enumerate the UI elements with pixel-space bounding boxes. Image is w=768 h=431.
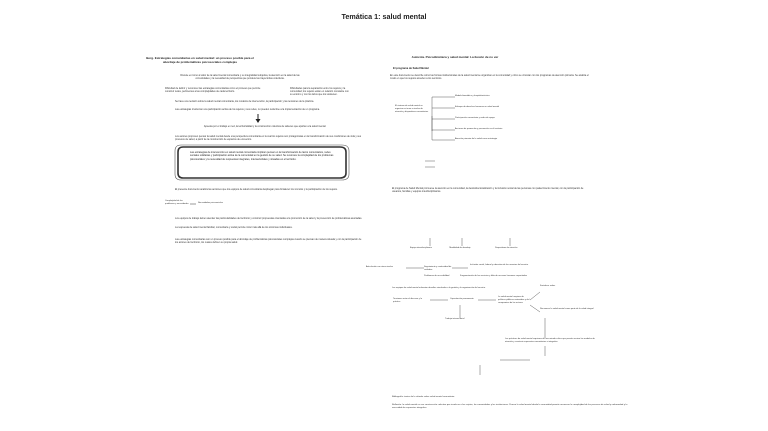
row1-mid: Seguimiento y continuidad de cuidados xyxy=(424,266,452,271)
branch-a: Modalidad de abordaje xyxy=(449,247,471,249)
left-paragraph-11: La respuesta de salud mental familiar, comunitaria y social permite mirar más allá de los síntomas individuales. xyxy=(175,226,293,229)
lower-text-5: Reconocer la salud mental como parte de la salud integral xyxy=(540,308,594,310)
concept-node-3: Participación comunitaria y redes de apoyo xyxy=(455,117,495,119)
footer-reflection: Reflexión: la salud mental es una construcción colectiva que involucra a los sujetos, las comunidades y las instituciones. Pensar la salud mental desde la comunidad permite reconocer la complejidad de los procesos de salud y enfermedad y la necesidad de respuestas integrales. xyxy=(392,404,628,409)
framed-summary: Las estrategias de intervención en salud mental comunitaria implican pensar en la transformación de lazos comunitarios, redes sociales solidarias y participación activa de la comunidad en la gestión de su salud. Se reconoce la complejidad de los problemas psicosociales y la necesidad de respuestas integrales, intersectoriales y situadas en el territorio. xyxy=(190,151,334,161)
left-heading: Berg. Estrategias comunitarias en salud mental: un proceso posible para el abordaje de problemáticas psicosociales complejas xyxy=(146,56,254,64)
left-paragraph-8: El presente documento analiza las acciones que los equipos de salud comunitaria despliegan para fortalecer los vínculos y la participación de los sujetos. xyxy=(175,188,338,191)
lower-text-4: La salud mental requiere de políticas públicas sostenidas y del compromiso de los actores xyxy=(498,296,530,304)
row1-left: Articulación con otros niveles xyxy=(366,266,393,268)
left-paragraph-5: Las estrategias involucran una participación activa de los sujetos y sus redes, no pueden reducirse a la implementación de un programa. xyxy=(175,108,320,111)
concept-node-4: Acciones de promoción y prevención en el territorio xyxy=(455,128,503,130)
left-paragraph-4: Se hace una revisión sobre la salud mental comunitaria, los modelos de intervención, la participación y las tensiones de la práctica. xyxy=(175,100,314,103)
left-paragraph-9: Los equipos de trabajo deben atender las particularidades del territorio y construir propuestas orientadas a la promoción de la salud y la prevención de problemáticas asociadas. xyxy=(175,217,363,220)
concept-left-node: El sistema de salud mental se organiza en torno a niveles de atención y dispositivos comunitarios xyxy=(395,105,429,113)
right-subheading: El programa de Salud Mental xyxy=(393,67,429,70)
concept-node-2: Enfoque de derechos humanos en salud mental xyxy=(455,106,500,108)
branch-b: Equipo interdisciplinario xyxy=(410,247,432,249)
concept-node-1: Modelo biomédico y hospitalocéntrico xyxy=(455,95,490,97)
lower-text-3: Capacitación permanente xyxy=(450,298,474,300)
concept-node-5: Atención primaria de la salud como estrategia xyxy=(455,138,498,140)
side-label-2: Necesidades psicosociales xyxy=(198,202,223,204)
left-paragraph-10: Las estrategias comunitarias son un proceso posible para el abordaje de problemáticas psicosociales complejas cuando se piensan de manera situada y con la participación de los actores del territorio, los cuales definen su propia salud. xyxy=(175,238,362,245)
left-paragraph-1: Discute en torno al valor de la salud mental comunitaria y su integralidad subjetiva, la atención en la salud de las comunidades y la necesidad de perspectiva que pondere las trayectorias colectivas. xyxy=(180,74,300,81)
left-paragraph-7: Los autores proponen pensar la salud mental desde una perspectiva comunitaria en la cual los sujetos son protagonistas en la transformación de sus condiciones de vida y sus procesos de salud, a partir de la construcción de espacios de encuentro. xyxy=(175,135,362,142)
lower-text-2: Tensiones entre el discurso y la práctica xyxy=(393,298,422,303)
page-title: Temática 1: salud mental xyxy=(341,12,427,21)
footer-note: Bibliografía: textos de la cátedra sobre salud mental comunitaria. xyxy=(392,396,455,398)
lower-text-8: Trabajo intersectorial xyxy=(445,318,465,320)
left-paragraph-3: Dificultades para la separación entre los sujetos y la comunidad; los sujetos están en relación constante con su entorno y con los lazos que los sostienen. xyxy=(290,87,349,97)
row2-mid: Problemas de accesibilidad xyxy=(424,275,450,277)
left-paragraph-6: Apuesta por el trabajo en red, la territorialidad y la construcción colectiva de saberes que aportan a la salud mental. xyxy=(203,125,327,128)
right-intro: En este documento se describe cómo las formas institucionales de la salud mental se organizan en la comunidad y cómo se vinculan con los programas de atención primaria. Se analiza el modo en que los sujetos acceden a los servicios. xyxy=(390,74,589,81)
right-heading: Autorola. Psicodinámica y salud mental: La ilusión de no ver xyxy=(411,55,499,59)
row2-right: Fragmentación de los servicios y falta de recursos humanos capacitados xyxy=(460,275,527,277)
left-paragraph-2: Dificultad de definir y reconocer las estrategias comunitarias como el proceso que permite construir redes, pertinentes a las complejidades de cada territorio. xyxy=(165,87,261,94)
row1-right: Inclusión social, laboral y educativa de los usuarios del servicio xyxy=(470,264,529,266)
lower-text-7: Fortalecer redes xyxy=(540,285,556,287)
lower-text-1: Los equipos de salud mental enfrentan desafíos vinculados a la gestión y la organización del servicio. xyxy=(392,287,486,289)
branch-c: Dispositivos de atención xyxy=(495,247,518,249)
lower-text-6: Las prácticas de salud mental requieren de una mirada crítica que permita revisar los modelos de atención y construir respuestas comunitarias e integrales. xyxy=(505,338,595,343)
right-mid-text: El programa de Salud Mental promueve la atención en la comunidad, la desinstitucionalización y la inclusión social de las personas con padecimiento mental, con la participación de usuarios, familias y equipos interdisciplinarios. xyxy=(392,187,584,194)
side-label-1: Complejidad de los problemas y necesidades xyxy=(165,200,189,205)
